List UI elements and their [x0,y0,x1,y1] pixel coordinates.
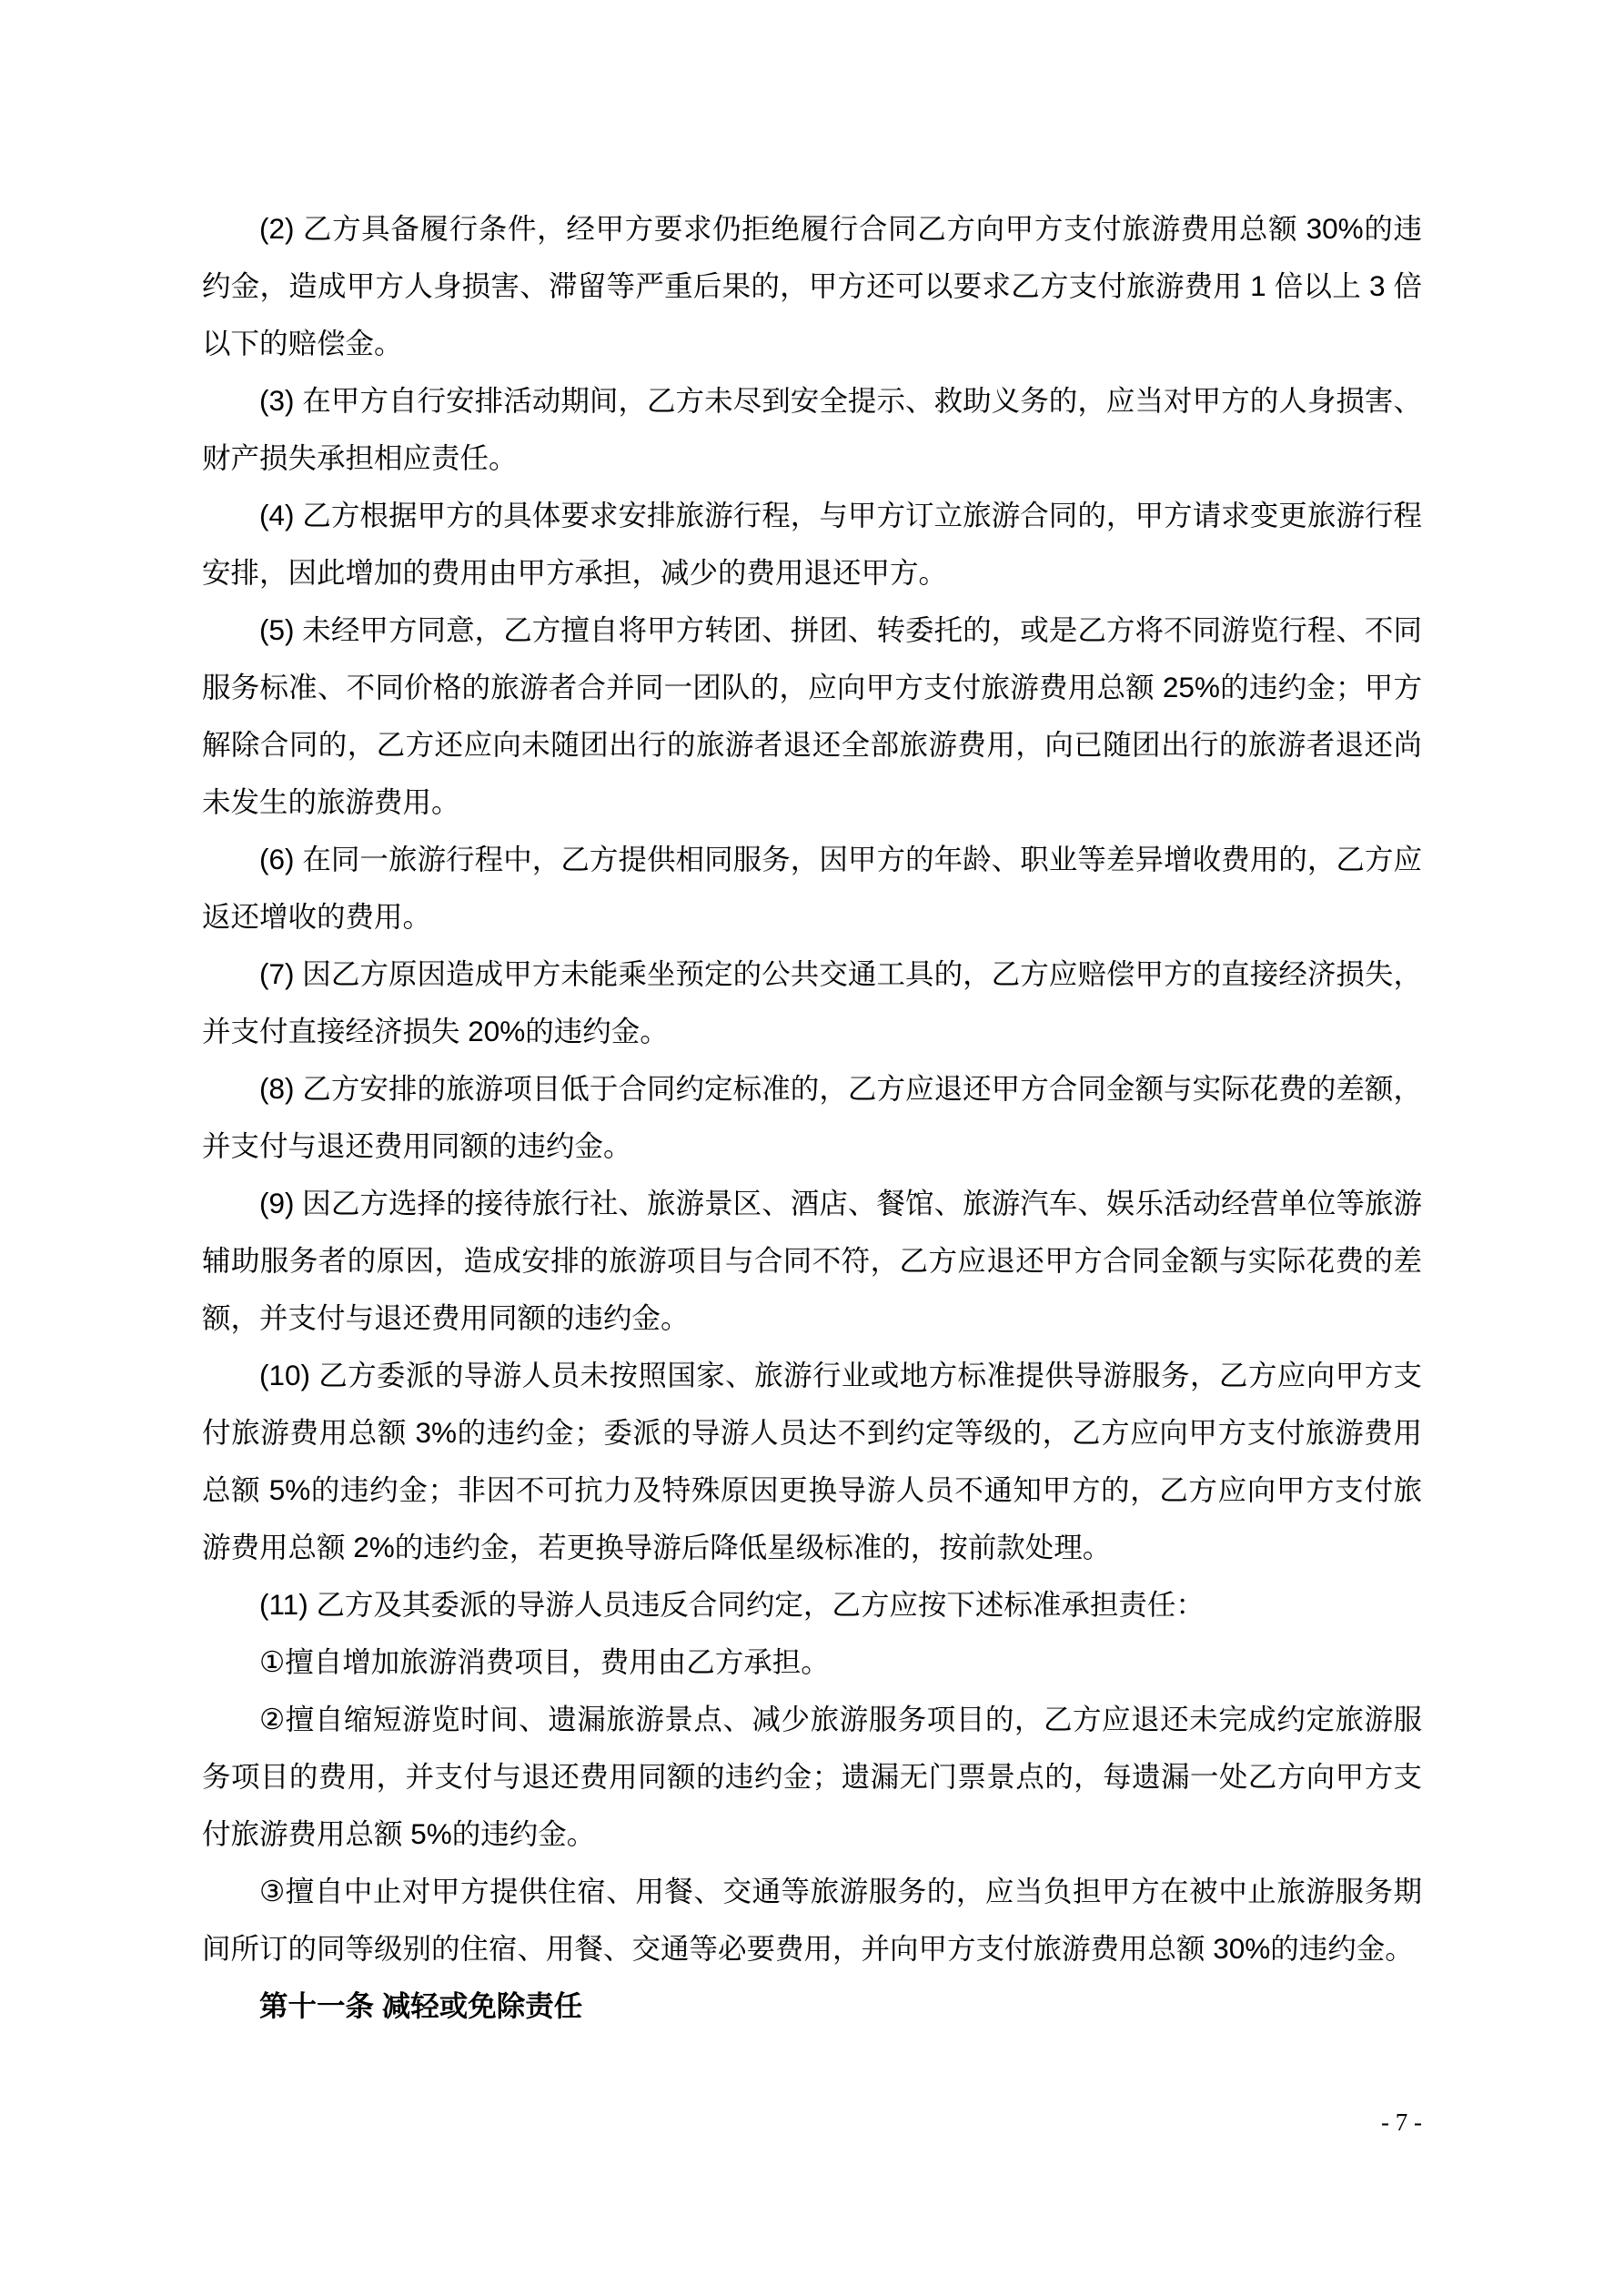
contract-paragraph: (9) 因乙方选择的接待旅行社、旅游景区、酒店、餐馆、旅游汽车、娱乐活动经营单位等旅游辅助服务者的原因，造成安排的旅游项目与合同不符，乙方应退还甲方合同金额与实际花费的差额，并支付与退还费用同额的违约金。 [202,1187,1422,1334]
document-body [202,200,1422,2035]
contract-paragraph: (10) 乙方委派的导游人员未按照国家、旅游行业或地方标准提供导游服务，乙方应向甲方支付旅游费用总额 3%的违约金；委派的导游人员达不到约定等级的，乙方应向甲方支付旅游费用总额 5%的违约金；非因不可抗力及特殊原因更换导游人员不通知甲方的，乙方应向甲方支付旅游费用总额 2%的违约金，若更换导游后降低星级标准的，按前款处理。 [202,1359,1422,1563]
contract-paragraph: ②擅自缩短游览时间、遗漏旅游景点、减少旅游服务项目的，乙方应退还未完成约定旅游服务项目的费用，并支付与退还费用同额的违约金；遗漏无门票景点的，每遗漏一处乙方向甲方支付旅游费用总额 5%的违约金。 [202,1703,1422,1850]
contract-paragraph: (11) 乙方及其委派的导游人员违反合同约定，乙方应按下述标准承担责任： [259,1588,1205,1621]
contract-paragraph: (2) 乙方具备履行条件，经甲方要求仍拒绝履行合同乙方向甲方支付旅游费用总额 30%的违约金，造成甲方人身损害、滞留等严重后果的，甲方还可以要求乙方支付旅游费用 1 倍以上 3 倍以下的赔偿金。 [202,212,1422,359]
clause-heading: 第十一条 减轻或免除责任 [259,1989,583,2022]
contract-paragraph: (8) 乙方安排的旅游项目低于合同约定标准的，乙方应退还甲方合同金额与实际花费的差额，并支付与退还费用同额的违约金。 [202,1072,1422,1162]
page-number: - 7 - [1381,2109,1422,2136]
contract-paragraph: (7) 因乙方原因造成甲方未能乘坐预定的公共交通工具的，乙方应赔偿甲方的直接经济损失，并支付直接经济损失 20%的违约金。 [202,957,1422,1047]
contract-paragraph: ③擅自中止对甲方提供住宿、用餐、交通等旅游服务的，应当负担甲方在被中止旅游服务期间所订的同等级别的住宿、用餐、交通等必要费用，并向甲方支付旅游费用总额 30%的违约金。 [202,1875,1422,1965]
contract-paragraph: (4) 乙方根据甲方的具体要求安排旅游行程，与甲方订立旅游合同的，甲方请求变更旅游行程安排，因此增加的费用由甲方承担，减少的费用退还甲方。 [202,499,1422,589]
contract-paragraph: (3) 在甲方自行安排活动期间，乙方未尽到安全提示、救助义务的，应当对甲方的人身损害、财产损失承担相应责任。 [202,384,1422,474]
contract-paragraph: (5) 未经甲方同意，乙方擅自将甲方转团、拼团、转委托的，或是乙方将不同游览行程、不同服务标准、不同价格的旅游者合并同一团队的，应向甲方支付旅游费用总额 25%的违约金；甲方解除合同的，乙方还应向未随团出行的旅游者退还全部旅游费用，向已随团出行的旅游者退还尚未发生的旅游费用。 [202,613,1422,818]
contract-paragraph: ①擅自增加旅游消费项目，费用由乙方承担。 [259,1645,830,1678]
contract-paragraph: (6) 在同一旅游行程中，乙方提供相同服务，因甲方的年龄、职业等差异增收费用的，乙方应返还增收的费用。 [202,843,1422,933]
